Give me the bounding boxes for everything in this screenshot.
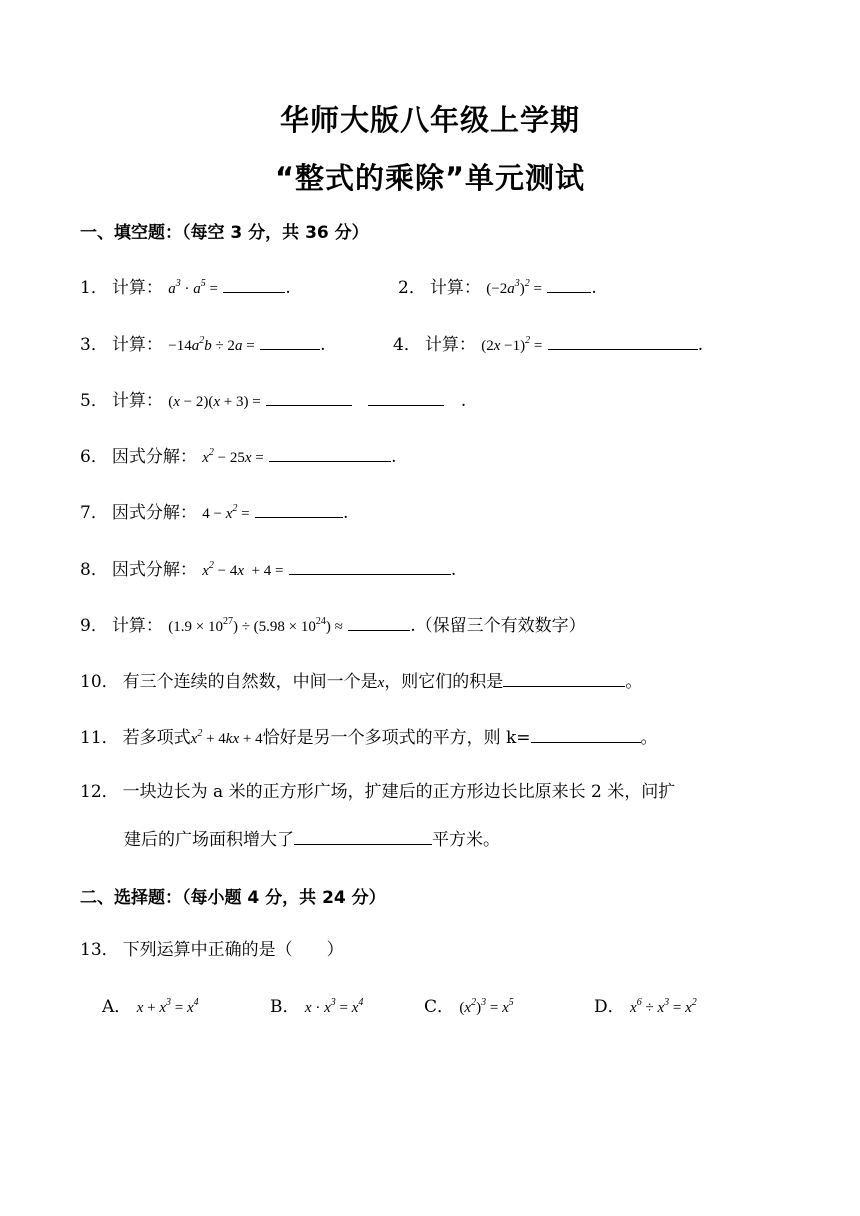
question-text: 平方米。 <box>432 830 500 850</box>
question-text: 恰好是另一个多项式的平方，则 k= <box>262 728 531 748</box>
question-end: . <box>285 278 291 298</box>
question-8 <box>80 556 456 583</box>
question-end: . <box>450 560 457 580</box>
question-number: 1． <box>80 278 108 298</box>
math-expression: $-14a^2b \div 2a$ = <box>168 335 255 354</box>
answer-blank[interactable] <box>289 556 451 575</box>
question-number: 11． <box>80 728 119 748</box>
question-9 <box>80 612 586 639</box>
page-subtitle: “整式的乘除”单元测试 <box>274 161 586 195</box>
question-end: . <box>591 278 597 298</box>
question-number: 5． <box>80 391 108 411</box>
option-label: B． <box>270 997 300 1017</box>
math-expression: $x \cdot x^3 = x^4$ <box>304 997 364 1016</box>
question-number: 2． <box>398 278 426 298</box>
math-expression: $x^2 - 4x + 4$ = <box>202 560 284 579</box>
question-prefix: 计算： <box>424 335 476 355</box>
question-1 <box>80 274 291 301</box>
question-6 <box>80 443 397 470</box>
question-end: 。 <box>640 728 658 748</box>
math-expression: $(2x -1)^2$ = <box>481 335 543 354</box>
math-expression: $(1.9 \times 10^{27}) \div (5.98 \times 10^{24})$ ≈ <box>168 616 343 635</box>
math-expression: $x^2 - 25x$ = <box>202 447 264 466</box>
answer-blank[interactable] <box>531 724 641 743</box>
answer-blank[interactable] <box>269 443 391 462</box>
answer-blank[interactable] <box>348 612 410 631</box>
option-c[interactable] <box>424 995 514 1020</box>
question-number: 4． <box>393 335 421 355</box>
question-12 <box>80 780 675 804</box>
question-text: 建后的广场面积增大了 <box>124 830 294 850</box>
question-end: .（保留三个有效数字） <box>410 616 586 636</box>
math-expression: $x^6 \div x^3 = x^2$ <box>630 997 697 1016</box>
question-end: . <box>320 335 326 355</box>
question-prefix: 因式分解： <box>111 560 197 580</box>
question-number: 3． <box>80 335 108 355</box>
question-prefix: 因式分解： <box>111 447 197 467</box>
math-expression: $(x^2)^3 = x^5$ <box>459 997 514 1016</box>
section-heading-multiple-choice: 二、选择题：（每小题 4 分，共 24 分） <box>80 888 386 908</box>
section-heading-fill-in: 一、填空题：（每空 3 分，共 36 分） <box>80 223 369 243</box>
math-expression: (x − 2)(x + 3) = <box>168 394 261 410</box>
math-expression: $x^2 + 4kx + 4$ <box>190 728 263 747</box>
question-number: 10． <box>80 672 119 692</box>
answer-blank[interactable] <box>223 274 285 293</box>
question-number: 12． <box>80 782 119 802</box>
question-end: 。 <box>625 672 643 692</box>
math-variable: x <box>377 675 385 691</box>
question-7 <box>80 499 348 526</box>
question-number: 8． <box>80 560 108 580</box>
question-text: 下列运算中正确的是（ ） <box>122 940 344 960</box>
option-label: A． <box>102 997 132 1017</box>
question-end: . <box>343 503 349 523</box>
question-number: 9． <box>80 616 108 636</box>
answer-blank[interactable] <box>266 387 352 406</box>
math-expression: $a^3 \cdot a^5$ = <box>168 278 218 297</box>
question-end: . <box>460 391 467 411</box>
answer-blank[interactable] <box>368 387 444 406</box>
question-end: . <box>697 335 704 355</box>
question-number: 13． <box>80 940 119 960</box>
question-13 <box>80 938 344 962</box>
question-prefix: 计算： <box>111 616 163 636</box>
question-number: 7． <box>80 503 108 523</box>
question-prefix: 因式分解： <box>111 503 197 523</box>
question-text: 有三个连续的自然数，中间一个是 <box>122 672 378 692</box>
page-title: 华师大版八年级上学期 <box>279 103 580 137</box>
question-4 <box>393 331 703 358</box>
answer-blank[interactable] <box>255 499 343 518</box>
answer-blank[interactable] <box>503 668 625 687</box>
answer-blank[interactable] <box>260 331 320 350</box>
question-end: . <box>391 447 397 467</box>
option-d[interactable] <box>594 995 697 1020</box>
question-number: 6． <box>80 447 108 467</box>
question-3 <box>80 331 325 358</box>
answer-blank[interactable] <box>547 274 591 293</box>
question-text: 一块边长为 a 米的正方形广场，扩建后的正方形边长比原来长 2 米，问扩 <box>122 782 676 802</box>
question-text: ，则它们的积是 <box>384 672 504 692</box>
question-text: 若多项式 <box>122 728 191 748</box>
option-label: C． <box>424 997 455 1017</box>
option-a[interactable] <box>102 995 199 1020</box>
math-expression: $(-2a^3)^2$ = <box>486 278 542 297</box>
question-11 <box>80 724 658 751</box>
question-2 <box>398 274 597 301</box>
question-12-continued <box>124 826 500 852</box>
option-label: D． <box>594 997 625 1017</box>
option-b[interactable] <box>270 995 363 1020</box>
question-5 <box>80 387 466 414</box>
answer-blank[interactable] <box>294 826 432 845</box>
math-expression: $x + x^3 = x^4$ <box>136 997 199 1016</box>
question-prefix: 计算： <box>111 335 163 355</box>
math-expression: $4 - x^2$ = <box>202 503 250 522</box>
question-10 <box>80 668 642 695</box>
question-prefix: 计算： <box>111 391 163 411</box>
answer-blank[interactable] <box>548 331 698 350</box>
question-prefix: 计算： <box>111 278 163 298</box>
question-prefix: 计算： <box>429 278 481 298</box>
